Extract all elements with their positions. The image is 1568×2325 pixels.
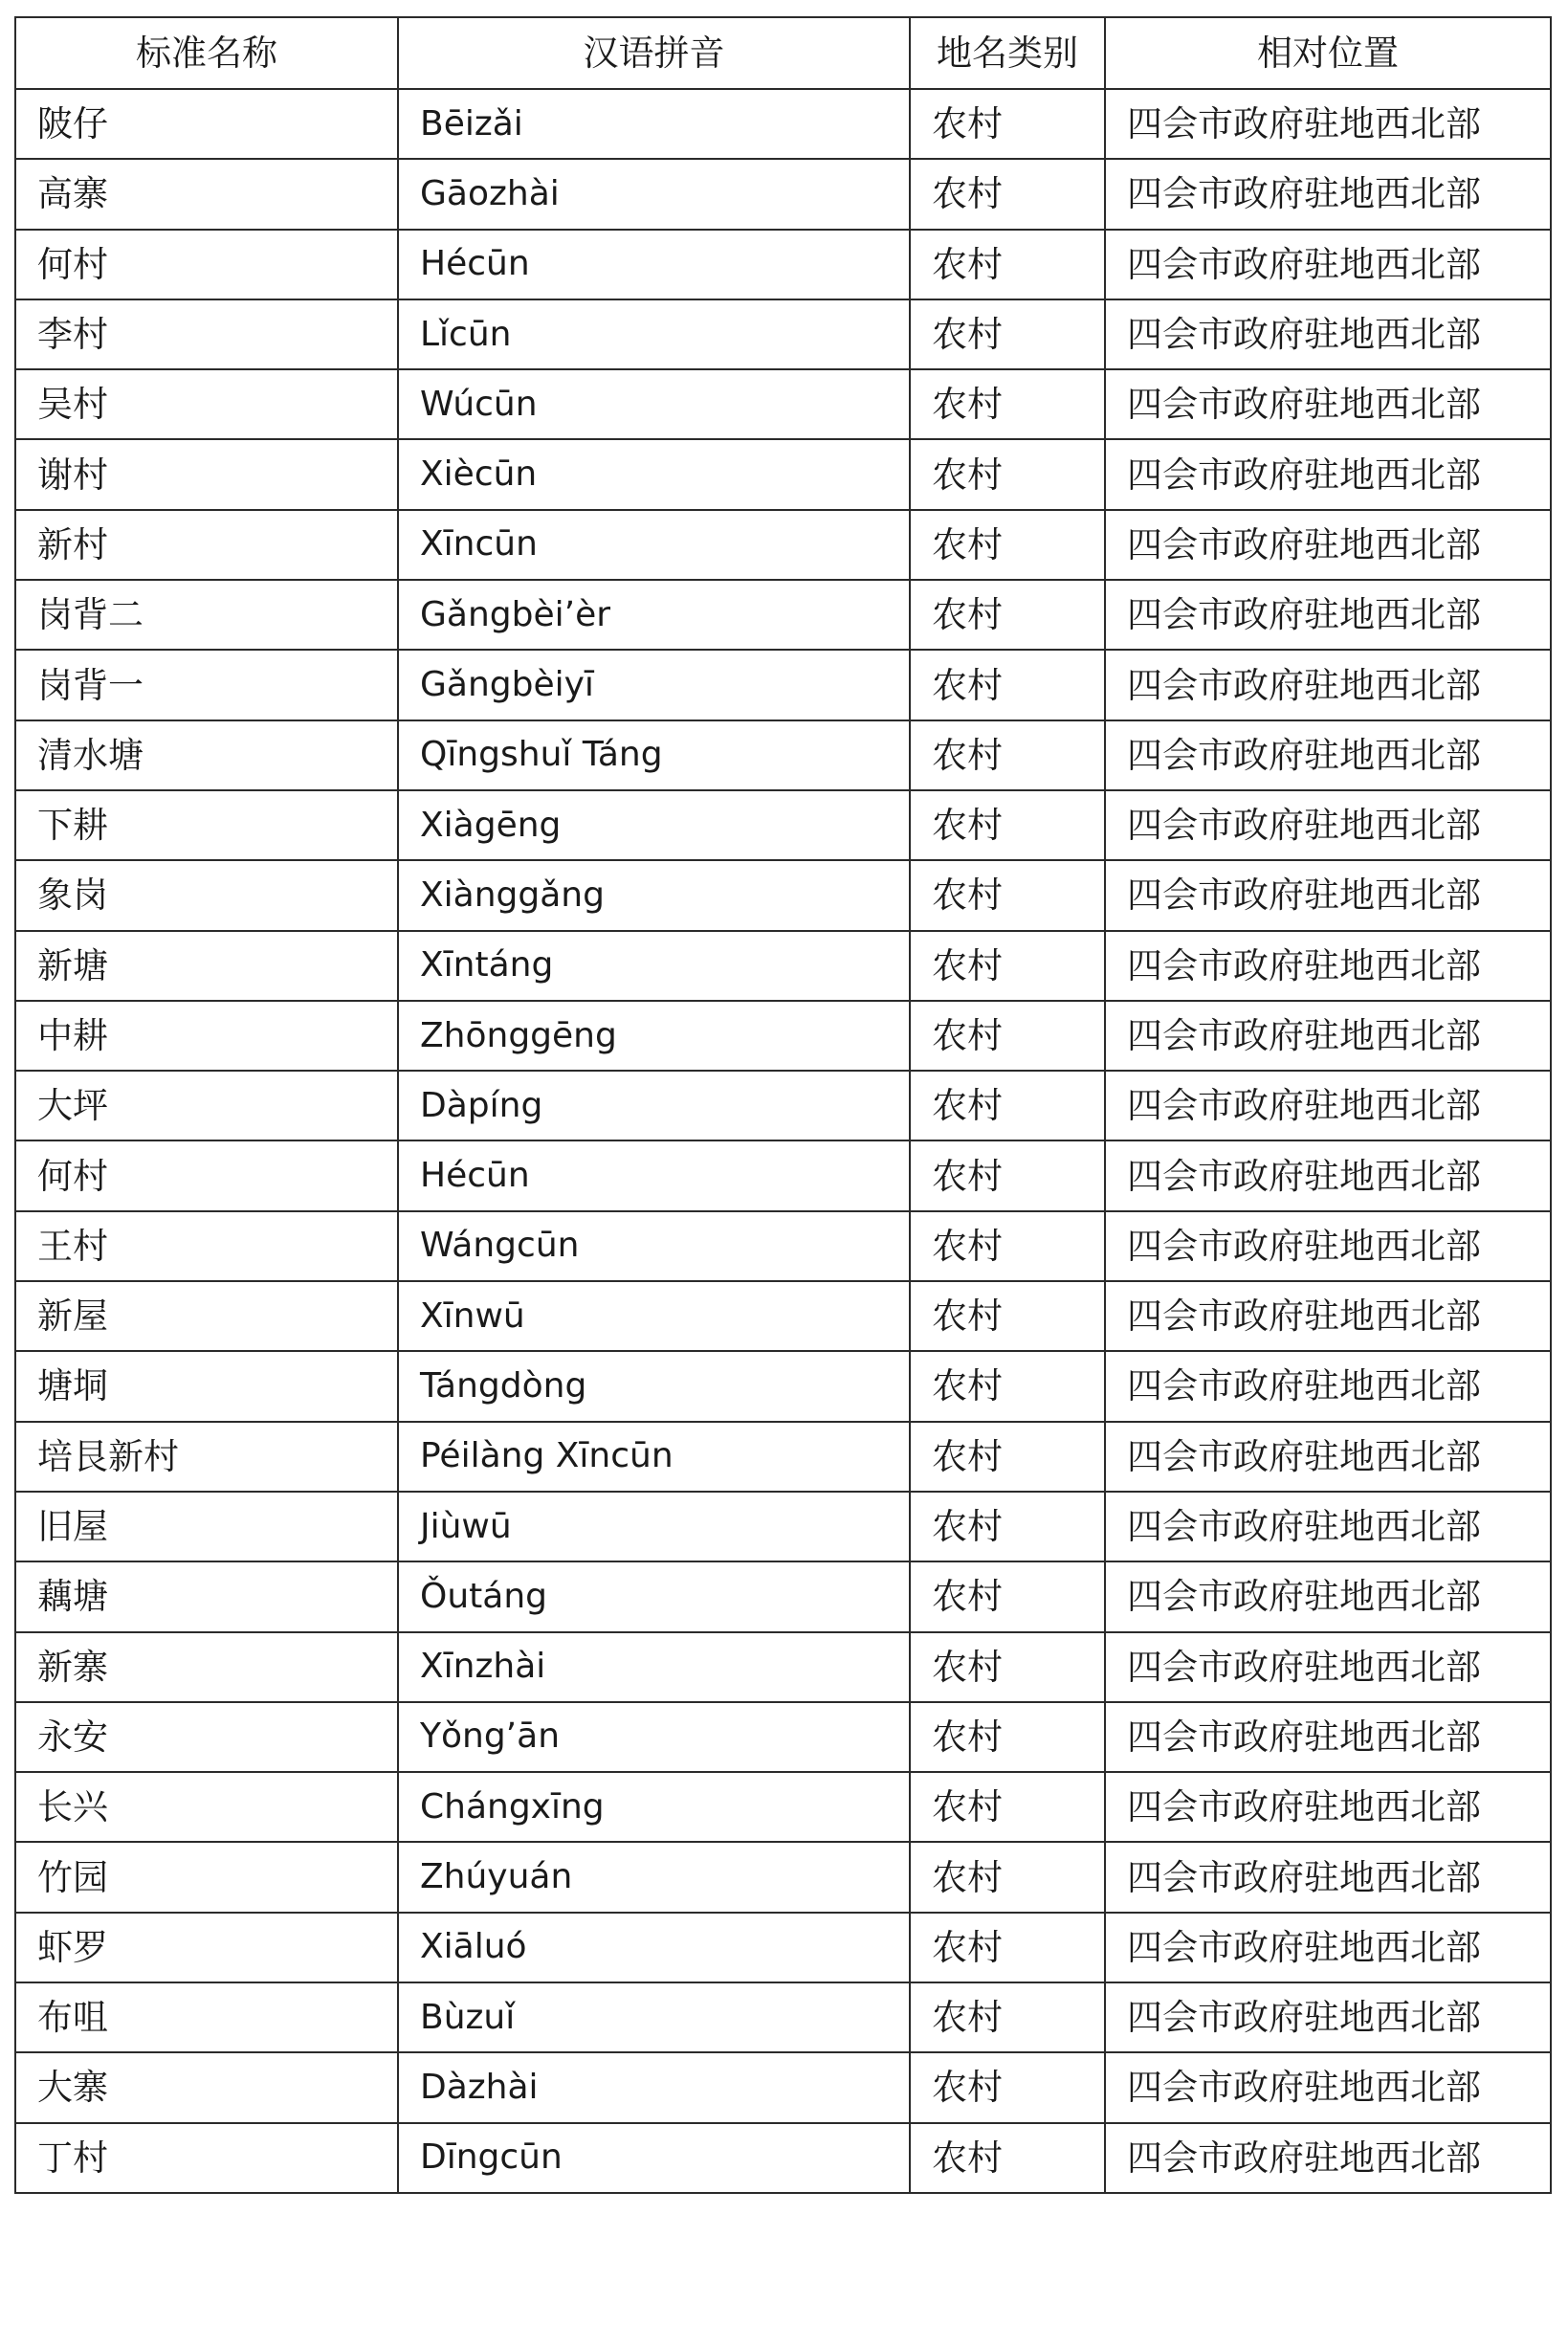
table-row bbox=[15, 439, 1551, 509]
table-header bbox=[15, 17, 1551, 89]
cell-standard-name: 塘垌 bbox=[15, 1351, 398, 1421]
cell-place-type: 农村 bbox=[910, 1001, 1105, 1071]
cell-place-type: 农村 bbox=[910, 2123, 1105, 2193]
table-row bbox=[15, 2123, 1551, 2193]
table-row bbox=[15, 369, 1551, 439]
table-row bbox=[15, 510, 1551, 580]
cell-relative-position: 四会市政府驻地西北部 bbox=[1105, 510, 1551, 580]
cell-place-type: 农村 bbox=[910, 299, 1105, 369]
cell-standard-name: 何村 bbox=[15, 1140, 398, 1210]
table-row bbox=[15, 720, 1551, 790]
table-row bbox=[15, 1982, 1551, 2052]
cell-standard-name: 下耕 bbox=[15, 790, 398, 860]
cell-pinyin: Dàpíng bbox=[398, 1071, 910, 1140]
cell-place-type: 农村 bbox=[910, 2052, 1105, 2122]
header-relative-position: 相对位置 bbox=[1105, 17, 1551, 89]
cell-pinyin: Xiāluó bbox=[398, 1913, 910, 1982]
cell-standard-name: 丁村 bbox=[15, 2123, 398, 2193]
cell-relative-position: 四会市政府驻地西北部 bbox=[1105, 790, 1551, 860]
cell-relative-position: 四会市政府驻地西北部 bbox=[1105, 1632, 1551, 1702]
cell-standard-name: 新屋 bbox=[15, 1281, 398, 1351]
table-row bbox=[15, 1632, 1551, 1702]
cell-standard-name: 永安 bbox=[15, 1702, 398, 1772]
cell-standard-name: 岗背一 bbox=[15, 650, 398, 720]
cell-pinyin: Lǐcūn bbox=[398, 299, 910, 369]
table-row bbox=[15, 860, 1551, 930]
cell-standard-name: 岗背二 bbox=[15, 580, 398, 650]
cell-place-type: 农村 bbox=[910, 1422, 1105, 1492]
table-row bbox=[15, 1281, 1551, 1351]
table-row bbox=[15, 89, 1551, 159]
header-place-type: 地名类别 bbox=[910, 17, 1105, 89]
cell-standard-name: 布咀 bbox=[15, 1982, 398, 2052]
table-row bbox=[15, 1842, 1551, 1912]
header-row bbox=[15, 17, 1551, 89]
cell-standard-name: 清水塘 bbox=[15, 720, 398, 790]
cell-standard-name: 大坪 bbox=[15, 1071, 398, 1140]
cell-relative-position: 四会市政府驻地西北部 bbox=[1105, 1351, 1551, 1421]
cell-relative-position: 四会市政府驻地西北部 bbox=[1105, 1842, 1551, 1912]
cell-pinyin: Xiànggǎng bbox=[398, 860, 910, 930]
cell-pinyin: Xīnzhài bbox=[398, 1632, 910, 1702]
cell-standard-name: 吴村 bbox=[15, 369, 398, 439]
cell-place-type: 农村 bbox=[910, 720, 1105, 790]
cell-standard-name: 中耕 bbox=[15, 1001, 398, 1071]
cell-place-type: 农村 bbox=[910, 1772, 1105, 1842]
cell-place-type: 农村 bbox=[910, 1211, 1105, 1281]
cell-place-type: 农村 bbox=[910, 580, 1105, 650]
table-row bbox=[15, 1211, 1551, 1281]
cell-standard-name: 藕塘 bbox=[15, 1561, 398, 1631]
header-pinyin: 汉语拼音 bbox=[398, 17, 910, 89]
place-name-table-container bbox=[14, 16, 1550, 2194]
table-row bbox=[15, 1001, 1551, 1071]
cell-relative-position: 四会市政府驻地西北部 bbox=[1105, 439, 1551, 509]
cell-relative-position: 四会市政府驻地西北部 bbox=[1105, 2123, 1551, 2193]
cell-pinyin: Tángdòng bbox=[398, 1351, 910, 1421]
cell-place-type: 农村 bbox=[910, 860, 1105, 930]
table-row bbox=[15, 1422, 1551, 1492]
cell-place-type: 农村 bbox=[910, 439, 1105, 509]
cell-place-type: 农村 bbox=[910, 931, 1105, 1001]
cell-relative-position: 四会市政府驻地西北部 bbox=[1105, 650, 1551, 720]
cell-relative-position: 四会市政府驻地西北部 bbox=[1105, 89, 1551, 159]
cell-relative-position: 四会市政府驻地西北部 bbox=[1105, 720, 1551, 790]
cell-standard-name: 新塘 bbox=[15, 931, 398, 1001]
cell-pinyin: Bùzuǐ bbox=[398, 1982, 910, 2052]
cell-pinyin: Hécūn bbox=[398, 1140, 910, 1210]
table-row bbox=[15, 1140, 1551, 1210]
cell-standard-name: 长兴 bbox=[15, 1772, 398, 1842]
cell-place-type: 农村 bbox=[910, 1632, 1105, 1702]
cell-relative-position: 四会市政府驻地西北部 bbox=[1105, 1211, 1551, 1281]
cell-standard-name: 新寨 bbox=[15, 1632, 398, 1702]
cell-standard-name: 何村 bbox=[15, 230, 398, 299]
cell-place-type: 农村 bbox=[910, 1492, 1105, 1561]
cell-relative-position: 四会市政府驻地西北部 bbox=[1105, 299, 1551, 369]
cell-standard-name: 竹园 bbox=[15, 1842, 398, 1912]
cell-relative-position: 四会市政府驻地西北部 bbox=[1105, 1561, 1551, 1631]
table-row bbox=[15, 790, 1551, 860]
cell-pinyin: Dīngcūn bbox=[398, 2123, 910, 2193]
table-row bbox=[15, 1351, 1551, 1421]
cell-place-type: 农村 bbox=[910, 230, 1105, 299]
cell-standard-name: 新村 bbox=[15, 510, 398, 580]
table-row bbox=[15, 931, 1551, 1001]
cell-relative-position: 四会市政府驻地西北部 bbox=[1105, 931, 1551, 1001]
cell-relative-position: 四会市政府驻地西北部 bbox=[1105, 1071, 1551, 1140]
cell-standard-name: 李村 bbox=[15, 299, 398, 369]
cell-relative-position: 四会市政府驻地西北部 bbox=[1105, 1702, 1551, 1772]
cell-relative-position: 四会市政府驻地西北部 bbox=[1105, 1140, 1551, 1210]
table-row bbox=[15, 650, 1551, 720]
cell-pinyin: Dàzhài bbox=[398, 2052, 910, 2122]
table-body bbox=[15, 89, 1551, 2193]
cell-place-type: 农村 bbox=[910, 1842, 1105, 1912]
header-standard-name: 标准名称 bbox=[15, 17, 398, 89]
cell-standard-name: 培艮新村 bbox=[15, 1422, 398, 1492]
cell-relative-position: 四会市政府驻地西北部 bbox=[1105, 1281, 1551, 1351]
table-row bbox=[15, 1772, 1551, 1842]
cell-pinyin: Gǎngbèiyī bbox=[398, 650, 910, 720]
cell-pinyin: Xiàgēng bbox=[398, 790, 910, 860]
cell-pinyin: Hécūn bbox=[398, 230, 910, 299]
cell-place-type: 农村 bbox=[910, 1913, 1105, 1982]
cell-relative-position: 四会市政府驻地西北部 bbox=[1105, 1772, 1551, 1842]
cell-place-type: 农村 bbox=[910, 159, 1105, 229]
cell-pinyin: Gāozhài bbox=[398, 159, 910, 229]
cell-standard-name: 大寨 bbox=[15, 2052, 398, 2122]
cell-pinyin: Wángcūn bbox=[398, 1211, 910, 1281]
cell-pinyin: Qīngshuǐ Táng bbox=[398, 720, 910, 790]
table-row bbox=[15, 2052, 1551, 2122]
place-name-table bbox=[14, 16, 1552, 2194]
cell-pinyin: Ǒutáng bbox=[398, 1561, 910, 1631]
cell-relative-position: 四会市政府驻地西北部 bbox=[1105, 860, 1551, 930]
cell-relative-position: 四会市政府驻地西北部 bbox=[1105, 1982, 1551, 2052]
table-row bbox=[15, 1561, 1551, 1631]
cell-pinyin: Zhōnggēng bbox=[398, 1001, 910, 1071]
cell-pinyin: Zhúyuán bbox=[398, 1842, 910, 1912]
cell-standard-name: 王村 bbox=[15, 1211, 398, 1281]
table-row bbox=[15, 1071, 1551, 1140]
cell-relative-position: 四会市政府驻地西北部 bbox=[1105, 1422, 1551, 1492]
cell-place-type: 农村 bbox=[910, 790, 1105, 860]
cell-place-type: 农村 bbox=[910, 1982, 1105, 2052]
cell-relative-position: 四会市政府驻地西北部 bbox=[1105, 580, 1551, 650]
cell-pinyin: Xīncūn bbox=[398, 510, 910, 580]
cell-relative-position: 四会市政府驻地西北部 bbox=[1105, 1001, 1551, 1071]
cell-standard-name: 高寨 bbox=[15, 159, 398, 229]
cell-pinyin: Bēizǎi bbox=[398, 89, 910, 159]
cell-pinyin: Xiècūn bbox=[398, 439, 910, 509]
cell-place-type: 农村 bbox=[910, 1561, 1105, 1631]
cell-place-type: 农村 bbox=[910, 1140, 1105, 1210]
cell-relative-position: 四会市政府驻地西北部 bbox=[1105, 1913, 1551, 1982]
table-row bbox=[15, 1702, 1551, 1772]
cell-relative-position: 四会市政府驻地西北部 bbox=[1105, 1492, 1551, 1561]
cell-place-type: 农村 bbox=[910, 1351, 1105, 1421]
cell-standard-name: 象岗 bbox=[15, 860, 398, 930]
cell-pinyin: Wúcūn bbox=[398, 369, 910, 439]
cell-place-type: 农村 bbox=[910, 650, 1105, 720]
cell-place-type: 农村 bbox=[910, 510, 1105, 580]
cell-pinyin: Yǒng’ān bbox=[398, 1702, 910, 1772]
cell-place-type: 农村 bbox=[910, 89, 1105, 159]
cell-place-type: 农村 bbox=[910, 1702, 1105, 1772]
cell-place-type: 农村 bbox=[910, 369, 1105, 439]
cell-pinyin: Gǎngbèi’èr bbox=[398, 580, 910, 650]
cell-relative-position: 四会市政府驻地西北部 bbox=[1105, 159, 1551, 229]
cell-pinyin: Chángxīng bbox=[398, 1772, 910, 1842]
cell-standard-name: 谢村 bbox=[15, 439, 398, 509]
cell-standard-name: 虾罗 bbox=[15, 1913, 398, 1982]
cell-pinyin: Xīnwū bbox=[398, 1281, 910, 1351]
table-row bbox=[15, 580, 1551, 650]
cell-pinyin: Jiùwū bbox=[398, 1492, 910, 1561]
table-row bbox=[15, 230, 1551, 299]
cell-relative-position: 四会市政府驻地西北部 bbox=[1105, 369, 1551, 439]
table-row bbox=[15, 1913, 1551, 1982]
cell-pinyin: Xīntáng bbox=[398, 931, 910, 1001]
cell-standard-name: 陂仔 bbox=[15, 89, 398, 159]
cell-standard-name: 旧屋 bbox=[15, 1492, 398, 1561]
table-row bbox=[15, 299, 1551, 369]
cell-place-type: 农村 bbox=[910, 1071, 1105, 1140]
table-row bbox=[15, 159, 1551, 229]
cell-relative-position: 四会市政府驻地西北部 bbox=[1105, 230, 1551, 299]
cell-pinyin: Péilàng Xīncūn bbox=[398, 1422, 910, 1492]
table-row bbox=[15, 1492, 1551, 1561]
cell-relative-position: 四会市政府驻地西北部 bbox=[1105, 2052, 1551, 2122]
cell-place-type: 农村 bbox=[910, 1281, 1105, 1351]
